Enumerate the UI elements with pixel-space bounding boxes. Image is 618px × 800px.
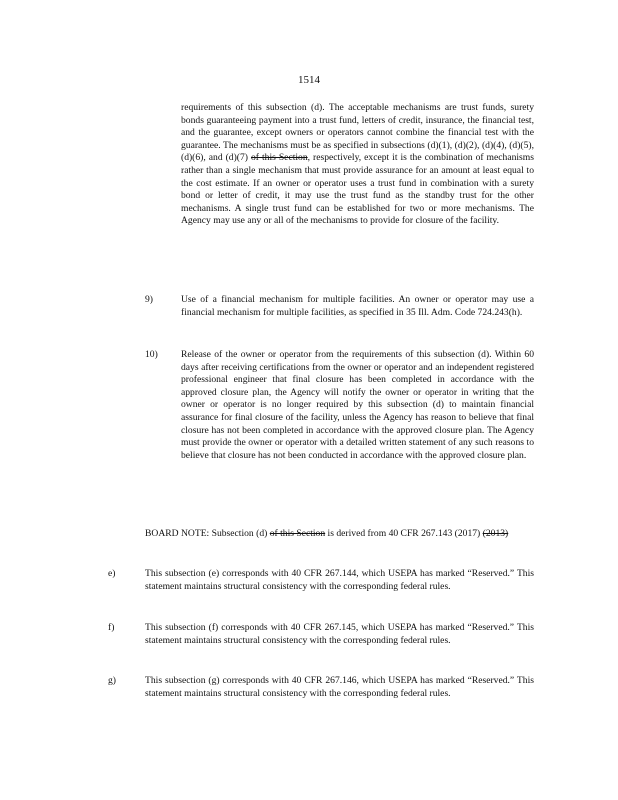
item-10-text: Release of the owner or operator from the requirements of this subsection (d). Within 60 days after receiving certifications from the owner or operator and an independent registered professional engineer that final closure has been completed in accordance with the approved closure plan, the Agency will notify the owner or operator in writing that the owner or operator is no longer required by this subsection (d) to maintain financial assurance for final closure of the facility, unless the Agency has reason to believe that final closure has not been completed in accordance with the approved closure plan. The Agency must provide the owner or operator with a detailed written statement of any such reasons to believe that closure has not been conducted in accordance with the approved closure plan. <box>181 349 534 461</box>
item-g-text: This subsection (g) corresponds with 40 CFR 267.146, which USEPA has marked “Reserved.” This statement maintains structural consistency with the corresponding federal rules. <box>145 675 534 699</box>
item-g-letter: g) <box>108 675 116 686</box>
item-f-letter: f) <box>108 622 115 633</box>
board-note-struck-2: (2013) <box>482 528 509 539</box>
item-9-number: 9) <box>145 294 153 305</box>
item-e-letter: e) <box>108 568 116 579</box>
item-9-text: Use of a financial mechanism for multiple facilities. An owner or operator may use a financial mechanism for multiple facilities, as specified in 35 Ill. Adm. Code 724.243(h). <box>181 294 534 318</box>
item-f-text: This subsection (f) corresponds with 40 CFR 267.145, which USEPA has marked “Reserved.” This statement maintains structural consistency with the corresponding federal rules. <box>145 622 534 646</box>
intro-paragraph <box>181 102 534 228</box>
page-number: 1514 <box>298 74 320 86</box>
board-note-middle: is derived from 40 CFR 267.143 (2017) <box>325 528 483 539</box>
board-note-struck-1: of this Section <box>269 528 326 539</box>
item-e-text: This subsection (e) corresponds with 40 CFR 267.144, which USEPA has marked “Reserved.” This statement maintains structural consistency with the corresponding federal rules. <box>145 568 534 592</box>
item-10-number: 10) <box>145 349 158 360</box>
board-note <box>145 528 534 541</box>
intro-struck-text: of this Section <box>251 152 308 164</box>
intro-text-part2: , respectively, except it is the combination of mechanisms rather than a single mechanism that must provide assurance for an amount at least equal to the cost estimate. If an owner or operator uses a trust fund in combination with a surety bond or letter of credit, it may use the trust fund as the standby trust for the other mechanisms. A single trust fund can be established for two or more mechanisms. The Agency may use any or all of the mechanisms to provide for closure of the facility. <box>181 152 534 227</box>
intro-text-part1: requirements of this subsection (d). The acceptable mechanisms are trust funds, surety bonds guaranteeing payment into a trust fund, letters of credit, insurance, the financial test, and the guarantee, except owners or operators cannot combine the financial test with the guarantee. The mechanisms must be as specified in subsections (d)(1), (d)(2), (d)(4), (d)(5), (d)(6), and (d)(7) <box>181 102 534 164</box>
board-note-prefix: BOARD NOTE: Subsection (d) <box>145 528 270 539</box>
